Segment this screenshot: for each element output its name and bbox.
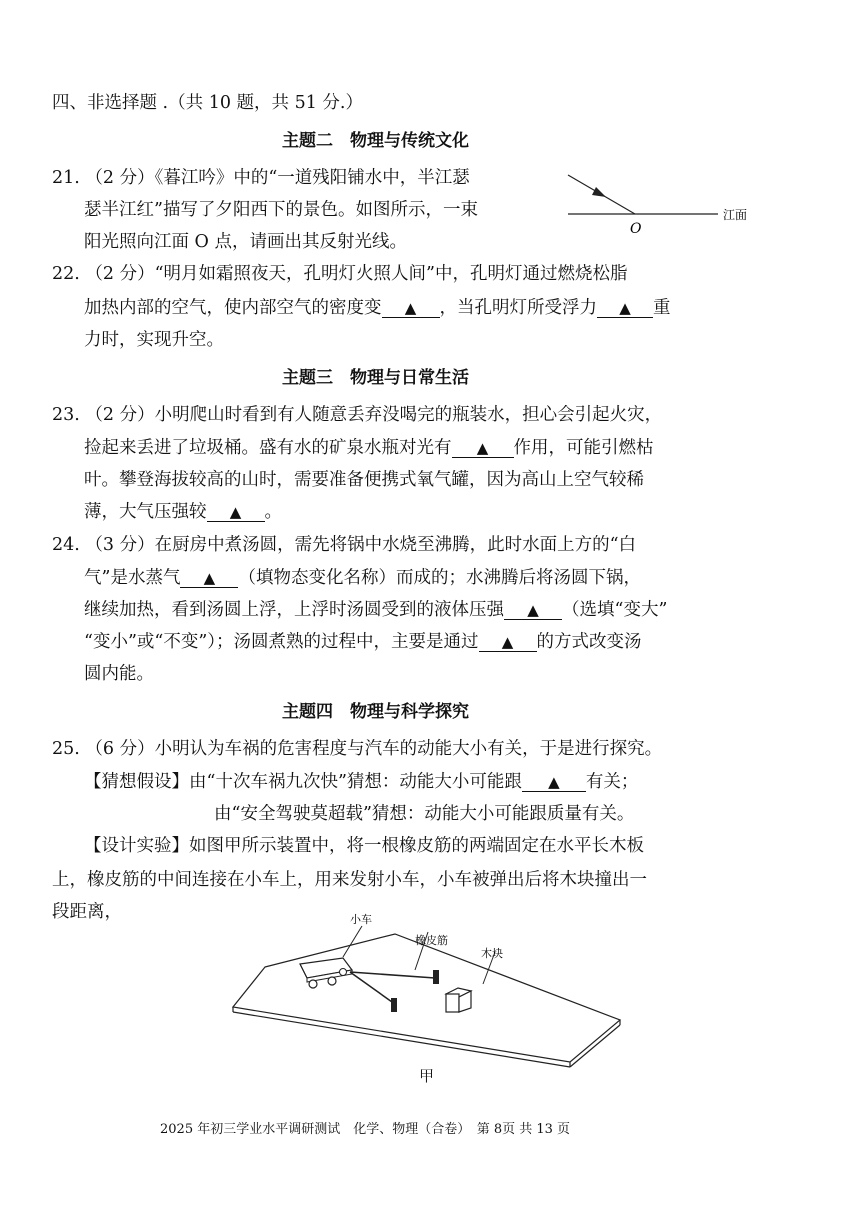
q21-line-2: 瑟半江红”描写了夕阳西下的景色。如图所示，一束 bbox=[84, 200, 478, 220]
q22-line-2: 加热内部的空气，使内部空气的密度变 ▲ ，当孔明灯所受浮力 ▲ 重 bbox=[84, 298, 671, 318]
q25-line-1: 25. （6 分）小明认为车祸的危害程度与汽车的动能大小有关，于是进行探究。 bbox=[52, 739, 663, 759]
water-surface-label: 江面 bbox=[723, 208, 748, 222]
q25-line-5: 上，橡皮筋的中间连接在小车上，用来发射小车，小车被弹出后将木块撞出一 bbox=[52, 870, 647, 890]
answer-blank[interactable]: ▲ bbox=[522, 773, 586, 792]
theme-heading-2: 主题二 物理与传统文化 bbox=[282, 131, 469, 151]
rubber-band-label: 橡皮筋 bbox=[415, 934, 448, 947]
rubber-band-post bbox=[391, 998, 397, 1012]
car-pointer bbox=[343, 926, 362, 957]
q22-line-3: 力时，实现升空。 bbox=[84, 330, 224, 350]
rubber-band-upper bbox=[350, 972, 435, 978]
answer-blank[interactable]: ▲ bbox=[207, 503, 265, 522]
answer-blank[interactable]: ▲ bbox=[452, 439, 514, 458]
answer-blank[interactable]: ▲ bbox=[180, 569, 238, 588]
q23-line-4: 薄，大气压强较 ▲ 。 bbox=[84, 502, 282, 522]
wooden-board bbox=[233, 934, 620, 1062]
page-footer: 2025 年初三学业水平调研测试 化学、物理（合卷） 第 8页 共 13 页 bbox=[160, 1122, 571, 1137]
q24-line-2: 气”是水蒸气 ▲ （填物态变化名称）而成的；水沸腾后将汤圆下锅， bbox=[84, 568, 641, 588]
theme-heading-4: 主题四 物理与科学探究 bbox=[282, 702, 469, 722]
point-o-label: O bbox=[630, 221, 642, 237]
q23-line-1: 23. （2 分）小明爬山时看到有人随意丢弃没喝完的瓶装水，担心会引起火灾， bbox=[52, 405, 663, 425]
rubber-band-post bbox=[433, 970, 439, 984]
q25-line-3: 由“安全驾驶莫超载”猜想：动能大小可能跟质量有关。 bbox=[214, 804, 635, 824]
q25-line-4: 【设计实验】如图甲所示装置中，将一根橡皮筋的两端固定在水平长木板 bbox=[84, 836, 644, 856]
answer-blank[interactable]: ▲ bbox=[504, 601, 562, 620]
q24-line-3: 继续加热，看到汤圆上浮，上浮时汤圆受到的液体压强 ▲ （选填“变大” bbox=[84, 600, 668, 620]
car-wheel bbox=[309, 980, 317, 988]
q25-line-6: 段距离， bbox=[52, 902, 122, 922]
toy-car bbox=[300, 958, 352, 988]
q21-light-diagram bbox=[560, 165, 760, 240]
rubber-band-lower bbox=[350, 972, 392, 1002]
q25-line-2: 【猜想假设】由“十次车祸九次快”猜想：动能大小可能跟 ▲ 有关； bbox=[84, 772, 639, 792]
q21-line-3: 阳光照向江面 O 点，请画出其反射光线。 bbox=[84, 232, 407, 252]
figure-caption: 甲 bbox=[419, 1067, 435, 1085]
answer-blank[interactable]: ▲ bbox=[479, 633, 537, 652]
block-label: 木块 bbox=[481, 947, 503, 960]
q24-line-1: 24. （3 分）在厨房中煮汤圆，需先将锅中水烧至沸腾，此时水面上方的“白 bbox=[52, 535, 637, 555]
answer-blank[interactable]: ▲ bbox=[382, 299, 440, 318]
experiment-apparatus-figure bbox=[225, 912, 645, 1082]
incident-ray-arrow bbox=[592, 187, 606, 197]
q24-line-5: 圆内能。 bbox=[84, 664, 154, 684]
wooden-block bbox=[446, 988, 471, 1012]
q23-line-2: 捡起来丢进了垃圾桶。盛有水的矿泉水瓶对光有 ▲ 作用，可能引燃枯 bbox=[84, 438, 654, 458]
car-label: 小车 bbox=[350, 913, 372, 926]
section-header: 四、非选择题 .（共 10 题，共 51 分.） bbox=[52, 93, 363, 113]
answer-blank[interactable]: ▲ bbox=[597, 299, 653, 318]
theme-heading-3: 主题三 物理与日常生活 bbox=[282, 368, 469, 388]
q23-line-3: 叶。攀登海拔较高的山时，需要准备便携式氧气罐，因为高山上空气较稀 bbox=[84, 470, 644, 490]
q24-line-4: “变小”或“不变”）；汤圆煮熟的过程中，主要是通过 ▲ 的方式改变汤 bbox=[84, 632, 642, 652]
car-wheel bbox=[340, 969, 347, 976]
car-wheel bbox=[328, 977, 336, 985]
q21-line-1: 21. （2 分）《暮江吟》中的“一道残阳铺水中，半江瑟 bbox=[52, 168, 470, 188]
q22-line-1: 22. （2 分）“明月如霜照夜天，孔明灯火照人间”中，孔明灯通过燃烧松脂 bbox=[52, 264, 628, 284]
